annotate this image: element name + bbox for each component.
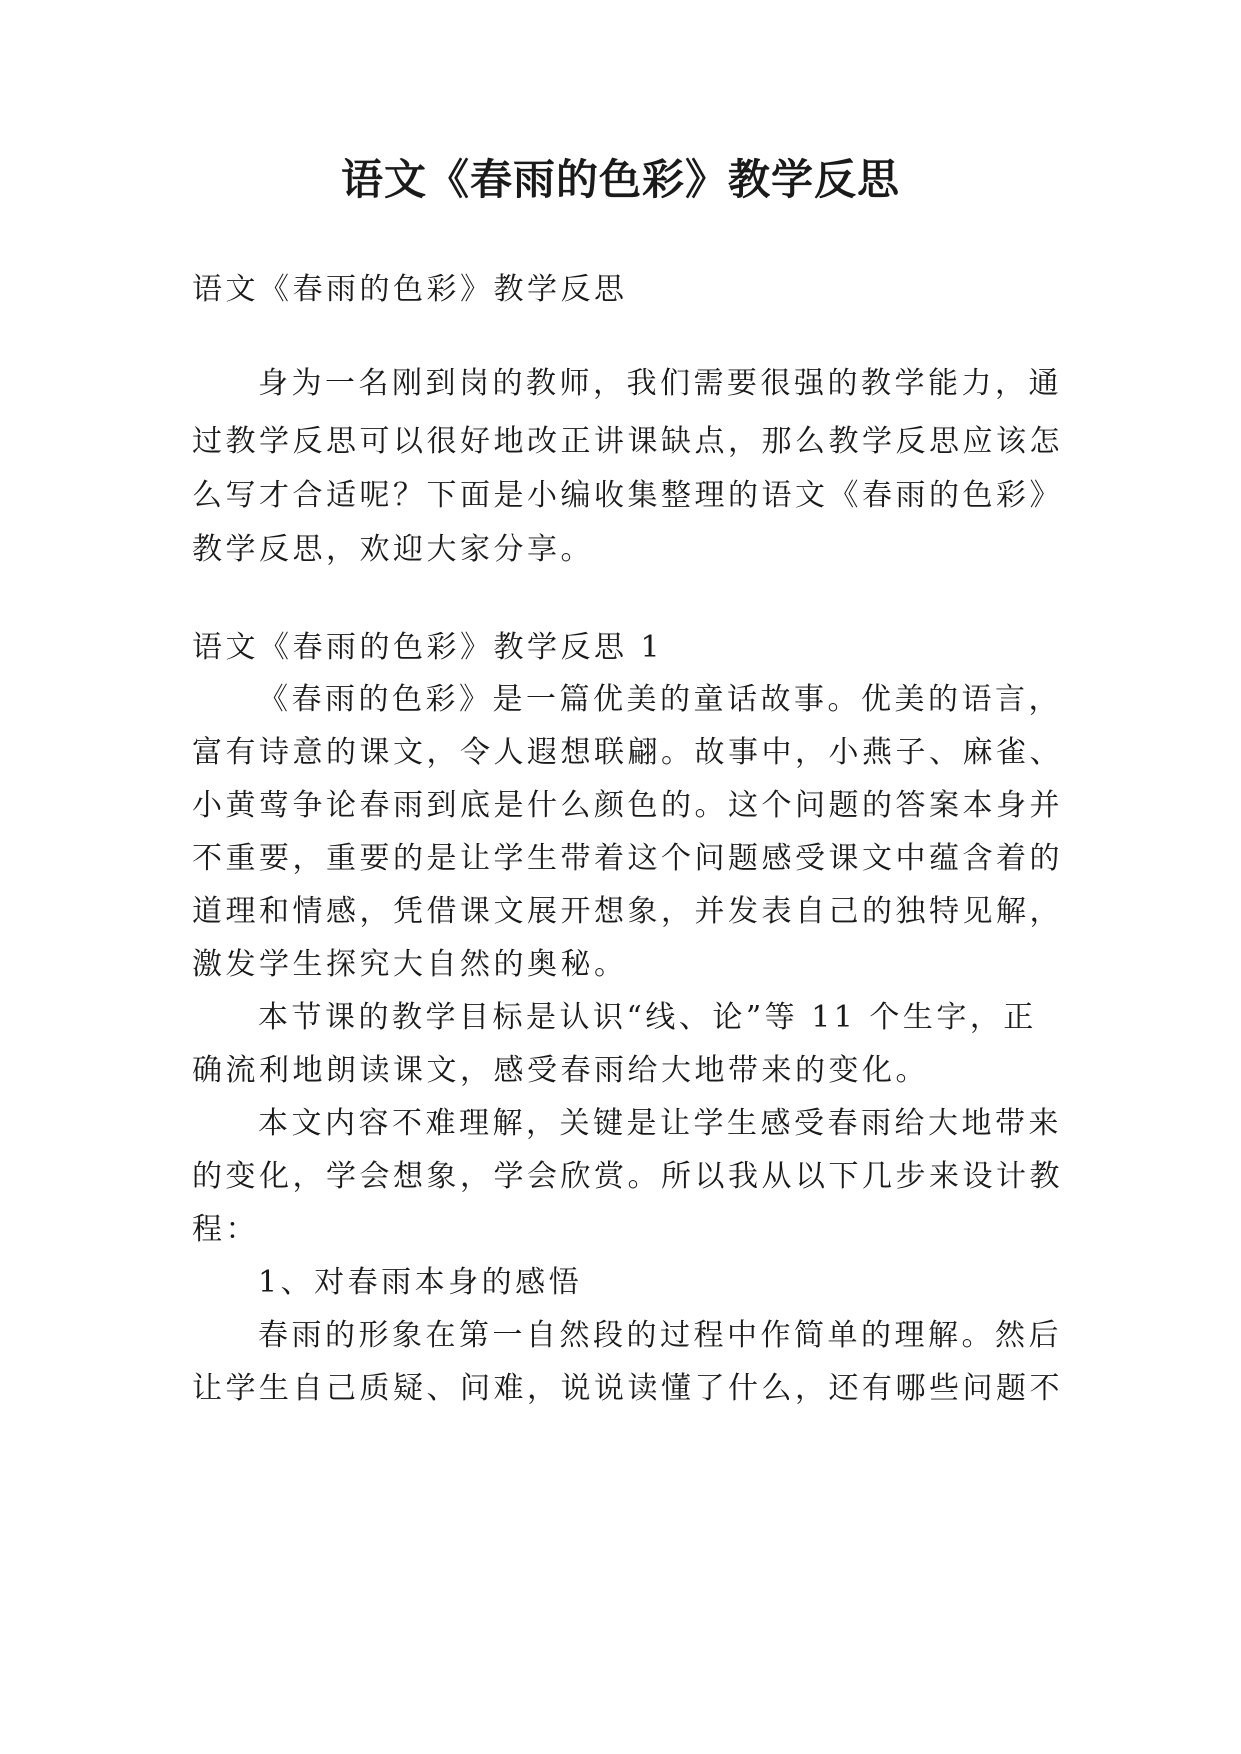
para1-line-4: 不重要，重要的是让学生带着这个问题感受课文中蕴含着的	[192, 841, 1063, 876]
para4-line-2: 让学生自己质疑、问难，说说读懂了什么，还有哪些问题不	[192, 1371, 1063, 1406]
item-heading-1: 1、对春雨本身的感悟	[258, 1265, 583, 1300]
para3-line-1: 本文内容不难理解，关键是让学生感受春雨给大地带来	[258, 1106, 1062, 1141]
para3-line-2: 的变化，学会想象，学会欣赏。所以我从以下几步来设计教	[192, 1159, 1063, 1194]
intro-line-4: 教学反思，欢迎大家分享。	[192, 532, 594, 567]
document-title: 语文《春雨的色彩》教学反思	[340, 155, 900, 204]
para1-line-5: 道理和情感，凭借课文展开想象，并发表自己的独特见解，	[192, 894, 1063, 929]
para2-line-1: 本节课的教学目标是认识“线、论”等 11 个生字，正	[258, 1000, 1037, 1035]
para2-line-2: 确流利地朗读课文，感受春雨给大地带来的变化。	[192, 1053, 929, 1088]
para1-line-3: 小黄莺争论春雨到底是什么颜色的。这个问题的答案本身并	[192, 788, 1063, 823]
para1-line-1: 《春雨的色彩》是一篇优美的童话故事。优美的语言，	[258, 682, 1062, 717]
subtitle: 语文《春雨的色彩》教学反思	[192, 272, 628, 307]
section-heading-1: 语文《春雨的色彩》教学反思 1	[192, 630, 664, 665]
para1-line-6: 激发学生探究大自然的奥秘。	[192, 947, 628, 982]
intro-line-2: 过教学反思可以很好地改正讲课缺点，那么教学反思应该怎	[192, 424, 1063, 459]
intro-line-1: 身为一名刚到岗的教师，我们需要很强的教学能力，通	[258, 366, 1062, 401]
intro-line-3: 么写才合适呢？下面是小编收集整理的语文《春雨的色彩》	[192, 478, 1063, 513]
para3-line-3: 程：	[192, 1212, 259, 1247]
para1-line-2: 富有诗意的课文，令人遐想联翩。故事中，小燕子、麻雀、	[192, 735, 1063, 770]
para4-line-1: 春雨的形象在第一自然段的过程中作简单的理解。然后	[258, 1318, 1062, 1353]
